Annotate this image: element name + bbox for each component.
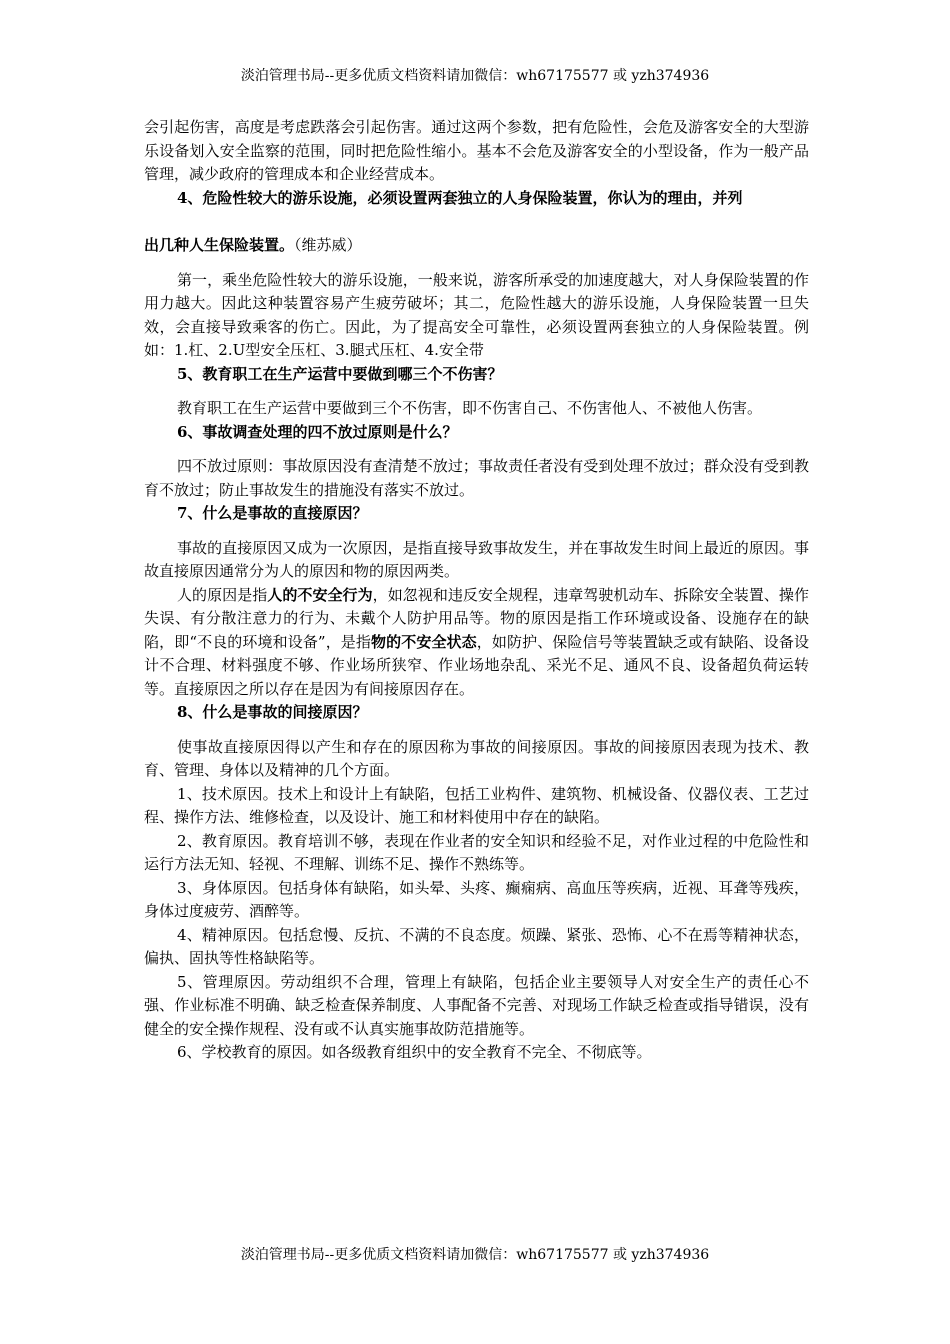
question-5: 5、教育职工在生产运营中要做到哪三个不伤害？ (177, 364, 503, 383)
answer-8-item: 2、教育原因。教育培训不够，表现在作业者的安全知识和经验不足，对作业过程的中危险性和运行方法无知、轻视、不理解、训练不足、操作不熟练等。 (144, 831, 809, 873)
answer-8-item: 4、精神原因。包括怠慢、反抗、不满的不良态度。烦躁、紧张、恐怖、心不在焉等精神状态，偏执、固执等性格缺陷等。 (144, 925, 809, 967)
answer-8-item: 1、技术原因。技术上和设计上有缺陷，包括工业构件、建筑物、机械设备、仪器仪表、工艺过程、操作方法、维修检查，以及设计、施工和材料使用中存在的缺陷。 (144, 784, 809, 826)
question-6: 6、事故调查处理的四不放过原则是什么？ (177, 422, 458, 441)
question-7: 7、什么是事故的直接原因？ (177, 504, 368, 522)
page-footer: 淡泊管理书局--更多优质文档资料请加微信：wh67175577 或 yzh374936 (240, 1247, 710, 1263)
answer-7-part1: 事故的直接原因又成为一次原因，是指直接导致事故发生，并在事故发生时间上最近的原因。事故直接原因通常分为人的原因和物的原因两类。 (144, 538, 809, 580)
answer-8-intro: 使事故直接原因得以产生和存在的原因称为事故的间接原因。事故的间接原因表现为技术、教育、管理、身体以及精神的几个方面。 (144, 737, 809, 779)
document-body (144, 116, 809, 1065)
answer-7-text-c: ，如防护、保险信号等装置缺乏或有缺陷、设备设计不合理、材料强度不够、作业场所狭窄、作业场地杂乱、采光不足、通风不良、设备超负荷运转等。直接原因之所以存在是因为有间接原因存在。 (144, 632, 809, 698)
question-4-line2-text: 出几种人生保险装置。 (144, 236, 295, 254)
answer-8-item: 6、学校教育的原因。如各级教育组织中的安全教育不完全、不彻底等。 (177, 1043, 652, 1061)
question-4-author: （维苏威） (294, 236, 362, 254)
intro-paragraph: 会引起伤害，高度是考虑跌落会引起伤害。通过这两个参数，把有危险性，会危及游客安全的大型游乐设备划入安全监察的范围，同时把危险性缩小。基本不会危及游客安全的小型设备，作为一般产品管理，减少政府的管理成本和企业经营成本。 (144, 118, 809, 183)
question-8: 8、什么是事故的间接原因？ (177, 703, 368, 721)
question-4-line1: 4、危险性较大的游乐设施，必须设置两套独立的人身保险装置，你认为的理由，并列 (177, 188, 743, 207)
answer-7-text-b: ，如忽视和违反安全规程，违章驾驶机动车、拆除安全装置、操作失误、有分散注意力的行为、未戴个人防护用品等。物的原因是指工作环境或设备、设施存在的缺陷，即“不良的环境和设备”，是指 (144, 585, 809, 651)
answer-4: 第一，乘坐危险性较大的游乐设施，一般来说，游客所承受的加速度越大，对人身保险装置的作用力越大。因此这种装置容易产生疲劳破坏；其二，危险性越大的游乐设施，人身保险装置一旦失效，会直接导致乘客的伤亡。因此，为了提高安全可靠性，必须设置两套独立的人身保险装置。例如：1.杠、2.U型安全压杠、3.腿式压杠、4.安全带 (144, 270, 809, 359)
unsafe-behavior-term: 人的不安全行为 (267, 585, 373, 604)
answer-8-item: 3、身体原因。包括身体有缺陷，如头晕、头疼、癫痫病、高血压等疾病，近视、耳聋等残疾，身体过度疲劳、酒醉等。 (144, 878, 809, 920)
answer-7-part2 (144, 584, 809, 702)
unsafe-state-term: 物的不安全状态 (371, 632, 477, 651)
answer-8-item: 5、管理原因。劳动组织不合理，管理上有缺陷，包括企业主要领导人对安全生产的责任心不强、作业标准不明确、缺乏检查保养制度、人事配备不完善、对现场工作缺乏检查或指导错误，没有健全的安全操作规程、没有或不认真实施事故防范措施等。 (144, 972, 809, 1038)
question-4-line2 (144, 234, 809, 258)
answer-5: 教育职工在生产运营中要做到三个不伤害，即不伤害自己、不伤害他人、不被他人伤害。 (177, 399, 763, 417)
answer-7-text-a: 人的原因是指 (177, 585, 268, 604)
page-header: 淡泊管理书局--更多优质文档资料请加微信：wh67175577 或 yzh374936 (240, 68, 710, 84)
answer-6: 四不放过原则：事故原因没有查清楚不放过；事故责任者没有受到处理不放过；群众没有受到教育不放过；防止事故发生的措施没有落实不放过。 (144, 457, 809, 499)
